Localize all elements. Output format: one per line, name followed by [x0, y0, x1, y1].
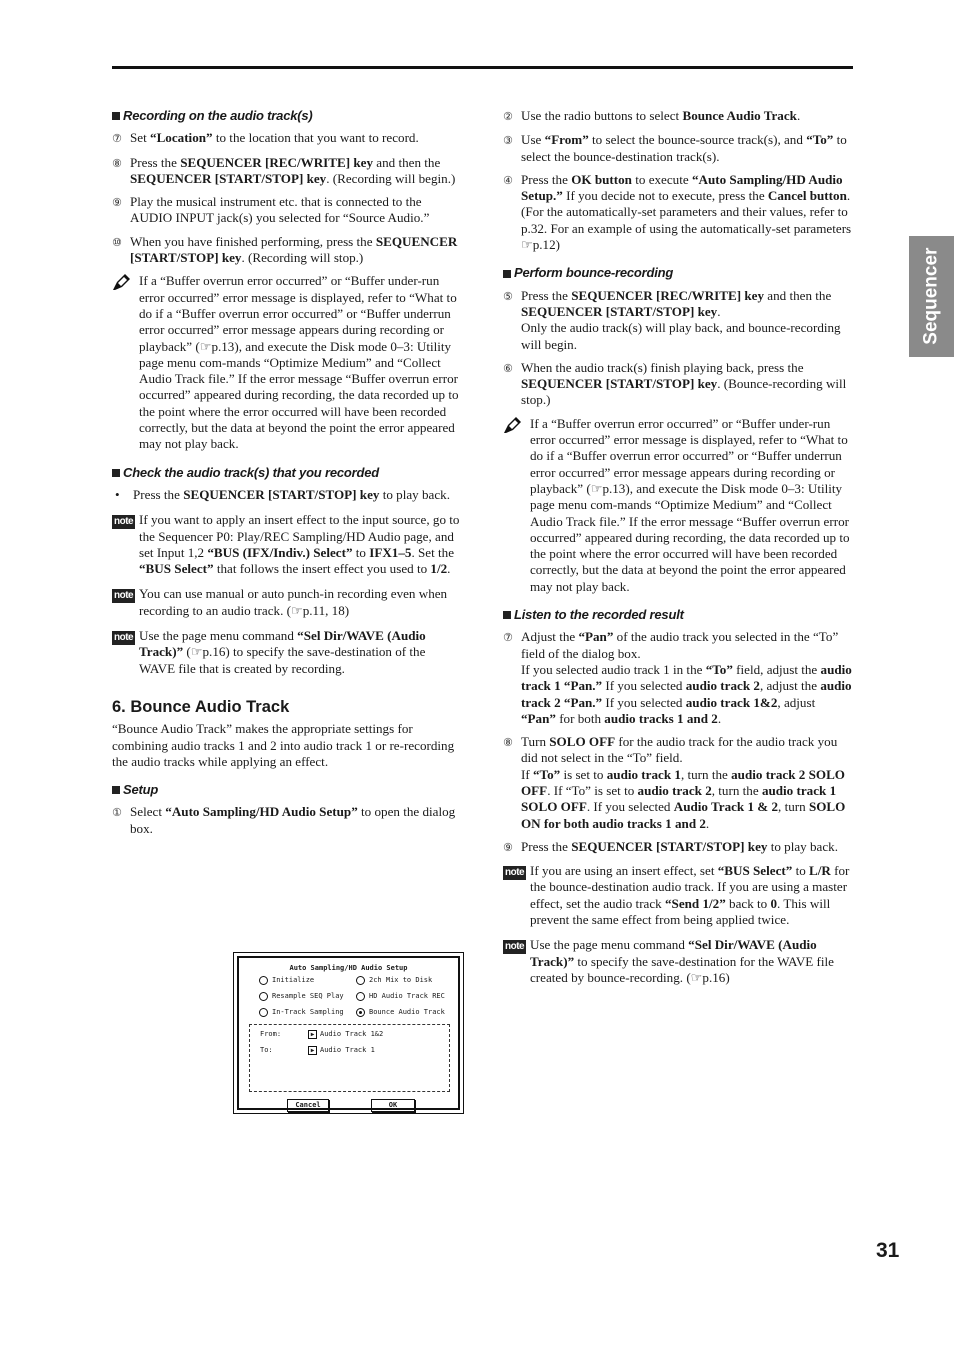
warning-text: If a “Buffer overrun error occurred” or “Buffer under-run error occurred” error message is displayed, refer to “What to do if a “Buffer overrun error occurred” or “Buffer underrun error occurred” error message appears during recording or playback” (☞p.13), and execute the Disk mode 0–3: Utility page menu com-mands “Optimize Medium” and “Collect Audio Track file.” If the error message “Buffer overrun error occurred” appeared during recording, the data recorded up to the point where the error occurred will have been recorded correctly, but the data at beyond the point the error appeared may not play back.	[139, 273, 459, 452]
step-item	[112, 194, 462, 227]
note-badge: note	[114, 516, 134, 528]
step-text: When you have finished performing, press the SEQUENCER [START/STOP] key. (Recording will stop.)	[130, 233, 458, 266]
radio-label: Initialize	[272, 976, 315, 984]
section-heading	[112, 108, 462, 124]
note-block	[112, 512, 462, 577]
note-text: If you are using an insert effect, set “BUS Select” to L/R for the bounce-destination audio track. If you are using a master effect, set the audio track “Send 1/2” back to 0. This will prevent the same effect from being applied twice.	[530, 863, 850, 928]
step-number: ⑨	[112, 196, 122, 210]
radio-circle-icon	[259, 992, 268, 1001]
to-value[interactable]: Audio Track 1	[320, 1046, 375, 1054]
left-column	[112, 108, 462, 844]
step-text: Press the SEQUENCER [REC/WRITE] key and then the SEQUENCER [START/STOP] key. Only the audio track(s) will play back, and bounce-recording will begin.	[521, 287, 841, 352]
steps-list	[112, 130, 462, 266]
step-number: ⑦	[503, 631, 513, 645]
radio-circle-icon	[356, 976, 365, 985]
step-text: Use the radio buttons to select Bounce Audio Track.	[521, 108, 801, 123]
square-bullet-icon	[112, 469, 120, 477]
radio-selected-icon	[356, 1008, 365, 1017]
pencil-warning-icon	[503, 416, 530, 595]
bullet-item	[112, 487, 462, 503]
square-bullet-icon	[503, 611, 511, 619]
note-text: If you want to apply an insert effect to the input source, go to the Sequencer P0: Play/REC Sampling/HD Audio page, and set Input 1,2 “BUS (IFX/Indiv.) Select” to IFX1–5. Set the “BUS Select” that follows the insert effect you used to 1/2.	[139, 512, 460, 577]
warning-text: If a “Buffer overrun error occurred” or “Buffer under-run error occurred” error message is displayed, refer to “What to do if a “Buffer overrun error occurred” or “Buffer underrun error occurred” error message appears during recording or playback” (☞p.13), and execute the Disk mode 0–3: Utility page menu com-mands “Optimize Medium” and “Collect Audio Track file.” If the error message “Buffer overrun error occurred” appeared during recording, the data recorded up to the point where the error occurred will have been recorded correctly, but the data at beyond the point the error appeared may not play back.	[530, 415, 850, 594]
step-text: Press the SEQUENCER [REC/WRITE] key and then the SEQUENCER [START/STOP] key. (Recording will begin.)	[130, 154, 456, 186]
note-icon	[112, 628, 139, 677]
to-label: To:	[260, 1046, 273, 1054]
step-text: Turn SOLO OFF for the audio track for the audio track you did not select in the “To” field. If “To” is set to audio track 1, turn the audio track 2 SOLO OFF. If “To” is set to audio track 2, turn the audio track 1 SOLO OFF. If you selected Audio Track 1 & 2, turn SOLO ON for both audio tracks 1 and 2.	[521, 734, 846, 831]
from-row	[260, 1030, 383, 1039]
section-heading	[112, 465, 462, 481]
step-item	[503, 360, 853, 409]
radio-resample[interactable]	[259, 992, 344, 1001]
note-badge: note	[114, 590, 134, 602]
cancel-button[interactable]: Cancel	[287, 1099, 329, 1112]
warning-block	[503, 416, 853, 595]
step-number: ④	[503, 173, 513, 187]
step-item	[503, 734, 853, 832]
right-column	[503, 108, 853, 995]
radio-circle-icon	[259, 1008, 268, 1017]
section-heading-text: Listen to the recorded result	[514, 607, 684, 623]
bullet-dot-icon: •	[115, 486, 120, 502]
step-number: ⑥	[503, 361, 513, 375]
step-text: Press the OK button to execute “Auto Sampling/HD Audio Setup.” If you decide not to execute, press the Cancel button. (For the automatically-set parameters and their values, refer to p.32. For an example of using the automatically-set parameters ☞p.12)	[521, 171, 852, 253]
dialog-title: Auto Sampling/HD Audio Setup	[289, 964, 408, 972]
square-bullet-icon	[503, 270, 511, 278]
section-heading-text: Setup	[123, 782, 159, 798]
step-item	[503, 629, 853, 727]
pencil-warning-icon	[112, 273, 139, 452]
note-block	[112, 628, 462, 677]
radio-label: Bounce Audio Track	[369, 1008, 445, 1016]
step-number: ①	[112, 806, 122, 820]
notes-list	[112, 512, 462, 677]
step-item	[503, 108, 853, 125]
step-text: Use “From” to select the bounce-source track(s), and “To” to select the bounce-destination track(s).	[521, 132, 847, 164]
warning-block	[112, 273, 462, 452]
step-number: ⑧	[503, 736, 513, 750]
page-number: 31	[876, 1239, 900, 1262]
step-number: ②	[503, 110, 513, 123]
radio-label: HD Audio Track REC	[369, 992, 445, 1000]
note-badge: note	[505, 941, 525, 953]
note-icon	[112, 512, 139, 577]
section-heading-text: Perform bounce-recording	[514, 265, 674, 281]
section-heading	[503, 607, 853, 623]
note-block	[503, 863, 853, 928]
step-item	[503, 172, 853, 253]
radio-label: Resample SEQ Play	[272, 992, 344, 1000]
step-number: ⑧	[112, 156, 122, 170]
note-text: You can use manual or auto punch-in recording even when recording to an audio track. (☞p.11, 18)	[139, 586, 448, 618]
step-item	[503, 288, 853, 353]
side-tab-label: Sequencer	[920, 247, 942, 346]
from-value[interactable]: Audio Track 1&2	[320, 1030, 384, 1038]
notes-list	[503, 863, 853, 986]
step-item	[503, 839, 853, 856]
section-heading-text: Check the audio track(s) that you recorded	[123, 464, 379, 480]
step-number: ⑦	[112, 132, 122, 146]
step-text: Adjust the “Pan” of the audio track you selected in the “To” field of the dialog box. If you selected audio track 1 in the “To” field, adjust the audio track 1 “Pan.” If you selected audio track 2, adjust the audio track 2 “Pan.” If you selected audio track 1&2, adjust “Pan” for both audio tracks 1 and 2.	[521, 629, 852, 726]
step-item	[112, 130, 462, 147]
radio-initialize[interactable]	[259, 976, 314, 985]
step-number: ⑤	[503, 289, 513, 303]
note-icon	[503, 863, 530, 928]
steps-list	[112, 804, 462, 837]
note-block	[112, 586, 462, 619]
section-side-tab	[909, 236, 954, 357]
note-badge: note	[114, 632, 134, 644]
intro-paragraph: “Bounce Audio Track” makes the appropriate settings for combining audio tracks 1 and 2 into audio track 1 or re-recording the audio tracks while applying an effect.	[112, 721, 455, 769]
step-number: ③	[503, 134, 513, 148]
setup-dialog	[233, 952, 464, 1114]
note-badge: note	[505, 867, 525, 879]
dialog-frame	[237, 956, 460, 1110]
bullet-text: Press the SEQUENCER [START/STOP] key to play back.	[133, 486, 450, 502]
note-icon	[503, 937, 530, 986]
step-item	[112, 804, 462, 837]
steps-list	[503, 108, 853, 253]
steps-list	[503, 288, 853, 409]
square-bullet-icon	[112, 786, 120, 794]
track-select-box	[249, 1024, 450, 1092]
step-item	[112, 234, 462, 267]
step-text: Press the SEQUENCER [START/STOP] key to play back.	[521, 838, 838, 854]
step-text: When the audio track(s) finish playing back, press the SEQUENCER [START/STOP] key. (Bounce-recording will stop.)	[521, 359, 847, 408]
step-number: ⑨	[503, 840, 513, 854]
note-text: Use the page menu command “Sel Dir/WAVE (Audio Track)” (☞p.16) to specify the save-destination of the WAVE file that is created by recording.	[139, 628, 426, 676]
step-text: Play the musical instrument etc. that is connected to the AUDIO INPUT jack(s) you selected for “Source Audio.”	[130, 194, 430, 226]
note-icon	[112, 586, 139, 619]
radio-label: 2ch Mix to Disk	[369, 976, 433, 984]
radio-circle-icon	[356, 992, 365, 1001]
top-rule	[112, 66, 853, 69]
step-number: ⑩	[112, 235, 122, 249]
ok-button[interactable]: OK	[371, 1099, 415, 1112]
radio-label: In-Track Sampling	[272, 1008, 344, 1016]
section-heading	[503, 265, 853, 281]
chapter-heading: 6. Bounce Audio Track	[112, 697, 290, 716]
note-text: Use the page menu command “Sel Dir/WAVE (Audio Track)” to specify the save-destination for the WAVE file created by bounce-recording. (☞p.16)	[530, 937, 834, 985]
radio-hd-audio[interactable]	[356, 992, 445, 1001]
radio-in-track[interactable]	[259, 1008, 344, 1017]
step-text: Set “Location” to the location that you want to record.	[130, 130, 419, 146]
radio-bounce[interactable]	[356, 1008, 445, 1017]
step-text: Select “Auto Sampling/HD Audio Setup” to open the dialog box.	[130, 804, 456, 836]
popup-arrow-icon[interactable]: ▶	[308, 1030, 317, 1039]
steps-list	[503, 629, 853, 856]
radio-2ch-mix[interactable]	[356, 976, 432, 985]
section-heading-text: Recording on the audio track(s)	[123, 108, 313, 123]
step-item	[503, 132, 853, 165]
step-item	[112, 155, 462, 188]
note-block	[503, 937, 853, 986]
radio-circle-icon	[259, 976, 268, 985]
from-label: From:	[260, 1030, 282, 1038]
to-row	[260, 1046, 375, 1055]
section-heading	[112, 782, 462, 798]
square-bullet-icon	[112, 112, 120, 120]
popup-arrow-icon[interactable]: ▶	[308, 1046, 317, 1055]
